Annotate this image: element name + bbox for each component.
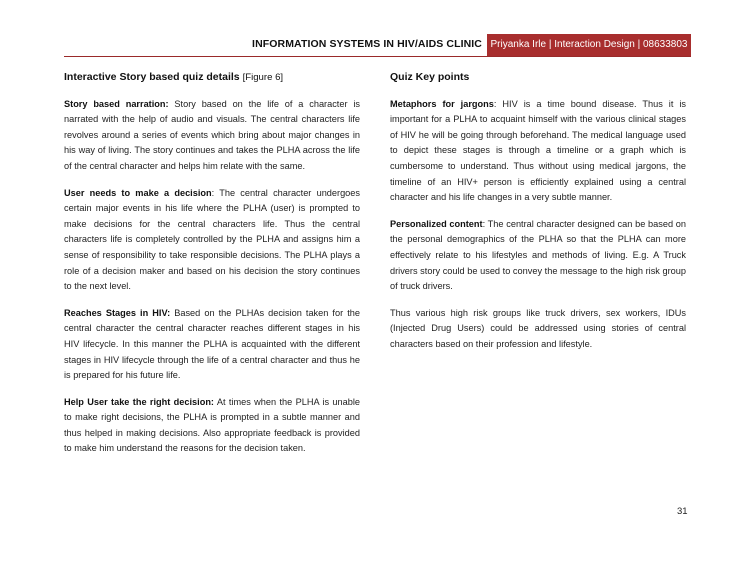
section-heading-quiz-details <box>64 70 360 86</box>
paragraph-body: : The central character undergoes certain major events in his life where the PLHA (user) is prompted to make decisions for the central characters life. Thus the central characters life is completely controlled by the PLHA and assigns him a sense of responsibility to take responsible decisions. The PLHA plays a role of a decision maker and based on his decision the story continues to the next level. <box>64 187 361 292</box>
heading-text: Interactive Story based quiz details <box>64 71 240 83</box>
paragraph-risk-groups <box>390 306 686 353</box>
paragraph-right-decision <box>64 395 360 457</box>
paragraph-body: Thus various high risk groups like truck drivers, sex workers, IDUs (Injected Drug Users) could be addressed using stories of central characters based on their profession and lifestyle. <box>390 307 686 349</box>
page-number: 31 <box>677 506 688 517</box>
paragraph-body: At times when the PLHA is unable to make right decisions, the PLHA is prompted in a subtle manner and thus helped in making decisions. Also appropriate feedback is provided to make him understand the reasons for the decision taken. <box>64 396 361 454</box>
left-column <box>64 70 360 468</box>
document-title: INFORMATION SYSTEMS IN HIV/AIDS CLINIC <box>252 38 482 50</box>
paragraph-lead: Reaches Stages in HIV: <box>64 307 171 318</box>
paragraph-body: : HIV is a time bound disease. Thus it is important for a PLHA to acquaint himself with the various clinical stages of HIV he will be going through beforehand. The medical language used to depict these stages is through a timeline or a graph which is cumbersome to understand. Thus without using medical jargons, the timeline of an HIV+ person is efficiently explained using a central character and his life changes in a very subtle manner. <box>390 98 686 203</box>
figure-reference: [Figure 6] <box>242 72 284 83</box>
paragraph-personalized-content <box>390 217 686 295</box>
author-banner: Priyanka Irle | Interaction Design | 08633803 <box>487 34 691 56</box>
paragraph-lead: Story based narration: <box>64 98 169 109</box>
paragraph-body: Story based on the life of a character is narrated with the help of audio and visuals. The central characters life revolves around a series of events which bring about major changes in his way of living. The story continues and takes the PLHA across the life of the central character and helps him relate with the same. <box>64 98 361 171</box>
paragraph-user-decision <box>64 186 360 295</box>
page-header <box>64 34 691 57</box>
paragraph-hiv-stages <box>64 306 360 384</box>
paragraph-lead: User needs to make a decision <box>64 187 212 198</box>
paragraph-lead: Help User take the right decision: <box>64 396 214 407</box>
section-heading-key-points: Quiz Key points <box>390 71 470 83</box>
paragraph-lead: Personalized content <box>390 218 483 229</box>
paragraph-story-narration <box>64 97 360 175</box>
paragraph-body: Based on the PLHAs decision taken for the central character the central character reaches different stages in his HIV lifecycle. In this manner the PLHA is acquainted with the different stages in HIV lifecycle through the life of a central character and thus he is prepared for his future life. <box>64 307 360 381</box>
paragraph-lead: Metaphors for jargons <box>390 98 494 109</box>
paragraph-metaphors <box>390 97 686 206</box>
paragraph-body: : The central character designed can be based on the personal demographics of the PLHA so that the PLHA can more effectively relate to his lifestyles and methods of living. E.g. A Truck drivers story could be used to convey the message to the high risk group of truck drivers. <box>390 218 687 292</box>
right-column <box>390 70 686 364</box>
